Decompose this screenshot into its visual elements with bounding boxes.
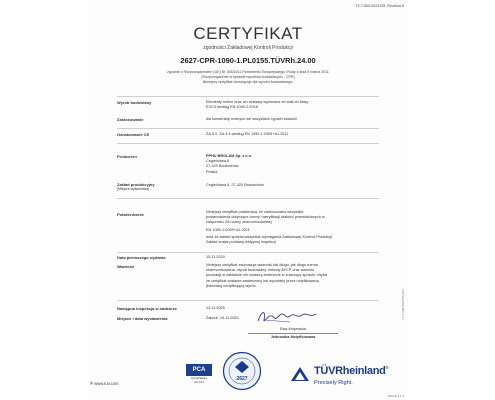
usage-value: dla konstrukcji nośnych we wszystkich typach budowli: [206, 117, 297, 121]
product-label: Wyrób budowlany: [117, 100, 152, 105]
tuv-slogan: Precisely Right.: [314, 380, 353, 386]
place-date-value: Zabrze, 15.11.2024: [206, 316, 239, 320]
svg-text:2627: 2627: [236, 376, 248, 382]
next-inspection-value: 14.11.2025: [206, 306, 225, 310]
signatory-name: Ewa Krojewska: [280, 327, 306, 331]
tuv-triangle-icon: [290, 366, 310, 382]
validity-label: Ważność: [117, 264, 135, 269]
divider: [117, 300, 379, 301]
legal-basis: [128, 70, 368, 85]
divider: [117, 96, 379, 97]
plant-value: Cegielniana 6, 27-420 Bodzechów: [206, 183, 264, 187]
pca-logo: [186, 364, 212, 388]
legal-basis-line: zgodnie z Rozporządzeniem (UE) Nr 305/2011 Parlamentu Europejskiego i Rady z dnia 9 marca 2011: [167, 70, 329, 74]
certificate-number: 2627-CPR-1090-1.PL0155.TÜVRh.24.00: [180, 56, 316, 65]
website-link[interactable]: ® www.tuv.com: [90, 381, 119, 386]
place-date-label: Miejsce i data wystawienia: [117, 316, 168, 321]
usage-label: Zastosowanie: [117, 117, 144, 122]
confirmation-label: Potwierdzenie: [117, 212, 144, 217]
legal-basis-line: Niniejszy certyfikat obowiązuje dla wyrobu budowlanego:: [202, 80, 294, 84]
signature-graphic: [254, 306, 324, 326]
pca-logo-caption: Certyfikacja: [191, 376, 207, 380]
first-issue-value: 15.11.2024: [206, 255, 225, 259]
tuv-brand-name: TÜVRheinland®: [314, 365, 389, 377]
document-reference: TZ-T-600-0024705, Revision 8: [355, 4, 404, 8]
certificate-subtitle: zgodności Zakładowej Kontroli Produkcji: [203, 45, 293, 51]
signatory-role: Jednostka Notyfikowana: [248, 333, 338, 339]
first-issue-label: Data pierwszego wydania: [117, 255, 166, 260]
legal-basis-line: (Rozporządzenie w sprawie wyrobów budowlanych - CPR): [201, 75, 295, 79]
divider: [117, 252, 379, 253]
ce-value: ZA.3.2, ZA.3.4 według EN 1090-1:2009+A1:2011: [206, 132, 289, 136]
page-number: Strona 1 z 1: [387, 394, 404, 398]
pca-logo-box: PCA: [186, 364, 212, 376]
product-value: Elementy nośne oraz ich zestawy wykonane ze stali do klasy EXC3 według EN 1090-2:2018: [206, 100, 309, 110]
manufacturer-value: PPHU BROLAM Sp. z o.o. Cegielniana 6 27-420 Bodzechów Polska: [206, 154, 252, 174]
notified-body-seal-icon: [222, 351, 262, 391]
plant-label: Zakład produkcyjny (Miejsce wytwórstwa): [117, 182, 155, 191]
certificate-page: [88, 0, 408, 400]
confirmation-value: Niniejszy certyfikat potwierdza, że zastosowano wszystkie postanowienia dotyczące oceny i weryfikacji stałości przewidzianych w załączniku ZA normy zharmonizowanej EN 1090-1:2009+A1:2011 oraz że zakład spełnia wszystkie wymagania Zakładowej Kontroli Produkcji. Zakład został poddany wstępnej inspekcji.: [206, 210, 334, 245]
divider: [117, 128, 379, 129]
divider: [117, 143, 379, 144]
certificate-title: CERTYFIKAT: [193, 24, 303, 43]
divider: [117, 198, 379, 199]
pca-logo-number: AC 141: [193, 380, 204, 384]
ce-label: Oznakowanie CE: [117, 132, 150, 137]
validity-value: Niniejszy certyfikat zachowuje ważność tak długo, jak długo norma zharmonizowana, wyrób budowlany, metody AVCP oraz warunki produkcji w zakładzie nie zostaną zmienione w znaczący sposób, chyba że certyfikat zostanie zawieszony lub wycofany przez notyfikowaną jednostkę certyfikującą wyrób.: [206, 263, 327, 288]
manufacturer-label: Producent: [117, 154, 137, 159]
next-inspection-label: Następna inspekcja w nadzorze: [117, 306, 178, 311]
svg-text:TZ-T-600-0024705 (PL): TZ-T-600-0024705 (PL): [401, 288, 405, 320]
side-code: [401, 250, 405, 320]
